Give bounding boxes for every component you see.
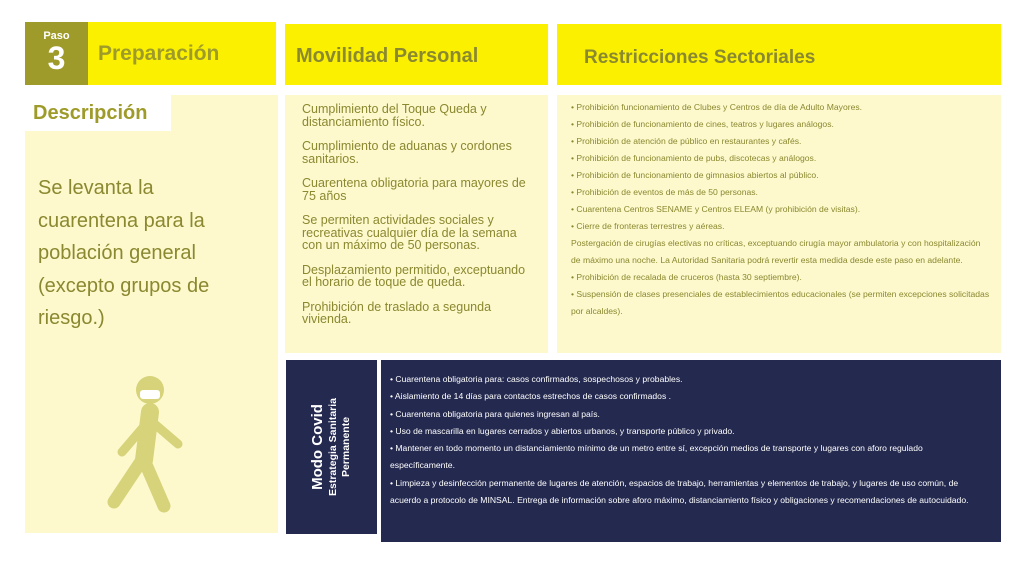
step-badge	[25, 22, 88, 85]
list-item: • Cuarentena obligatoria para quienes ingresan al país.	[390, 408, 600, 419]
list-item: • Prohibición de funcionamiento de pubs, discotecas y análogos.	[571, 153, 817, 163]
mobility-list	[302, 103, 538, 338]
list-item: • Cuarentena obligatoria para: casos confirmados, sospechosos y probables.	[390, 374, 683, 384]
list-item: • Suspensión de clases presenciales de establecimientos educacionales (se permiten excepciones solicitadas por alcaldes).	[571, 289, 990, 316]
list-item: Cumplimiento de aduanas y cordones sanitarios.	[302, 139, 512, 166]
covid-mode-subtitle: Permanente	[340, 416, 352, 478]
list-item: • Limpieza y desinfección permanente de lugares de atención, espacios de trabajo, herramientas y elementos de trabajo, y lugares de uso común, de acuerdo a protocolo de MINSAL. Entrega de información sobre aforo máximo, distanciamiento físico y obligaciones y recomendaciones de autocuidado.	[390, 477, 969, 506]
covid-mode-list	[390, 371, 990, 509]
list-item: • Cuarentena Centros SENAME y Centros ELEAM (y prohibición de visitas).	[571, 204, 861, 214]
list-item: • Cierre de fronteras terrestres y aéreas.	[571, 221, 725, 231]
list-item: • Prohibición de eventos de más de 50 personas.	[571, 187, 758, 197]
list-item: Prohibición de traslado a segunda vivienda.	[302, 299, 492, 326]
covid-mode-title: Modo Covid	[309, 404, 326, 490]
list-item: • Prohibición funcionamiento de Clubes y Centros de día de Adulto Mayores.	[571, 102, 863, 112]
description-label: Descripción	[33, 102, 148, 124]
list-item: • Prohibición de recalada de cruceros (hasta 30 septiembre).	[571, 272, 802, 282]
mobility-title: Movilidad Personal	[296, 45, 479, 67]
list-item: • Prohibición de funcionamiento de gimnasios abiertos al público.	[571, 170, 819, 180]
list-item: • Prohibición de funcionamiento de cines, teatros y lugares análogos.	[571, 119, 834, 129]
list-item: • Aislamiento de 14 días para contactos estrechos de casos confirmados .	[390, 391, 672, 402]
list-item: Postergación de cirugías electivas no críticas, exceptuando cirugía mayor ambulatoria y con hospitalización de máximo una noche. La Autoridad Sanitaria podrá revertir esta medida desde este paso en adelante.	[571, 238, 981, 265]
list-item: • Prohibición de atención de público en restaurantes y cafés.	[571, 136, 802, 146]
list-item: Cuarentena obligatoria para mayores de 75 años	[302, 176, 526, 203]
step-label: Paso	[43, 30, 70, 42]
list-item: Se permiten actividades sociales y recreativas cualquier día de la semana con un máximo de 50 personas.	[302, 213, 517, 252]
description-text: Se levanta la cuarentena para la población general (excepto grupos de riesgo.)	[38, 177, 210, 329]
list-item: Cumplimiento del Toque Queda y distanciamiento físico.	[302, 102, 487, 129]
restrictions-title: Restricciones Sectoriales	[584, 47, 816, 68]
list-item: Desplazamiento permitido, exceptuando el horario de toque de queda.	[302, 262, 526, 289]
walking-person-with-mask-icon	[100, 372, 200, 517]
list-item: • Mantener en todo momento un distanciamiento mínimo de un metro entre sí, excepción medios de transporte y lugares con aforo regulado específicamente.	[390, 443, 923, 471]
covid-mode-subtitle: Estrategia Sanitaria	[327, 397, 339, 497]
step-number: 3	[47, 40, 66, 76]
phase-title: Preparación	[98, 42, 220, 65]
restrictions-list	[571, 99, 991, 320]
list-item: • Uso de mascarilla en lugares cerrados y abiertos urbanos, y transporte público y privado.	[390, 425, 735, 436]
